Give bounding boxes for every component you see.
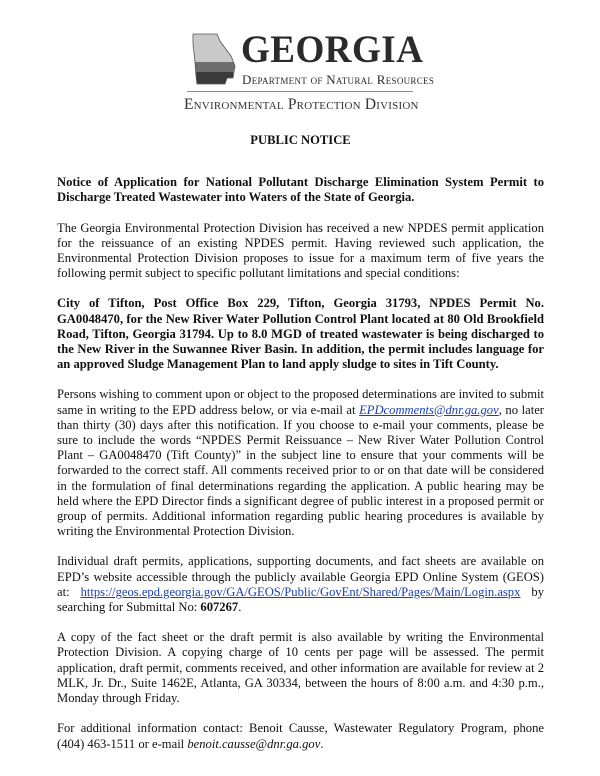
notice-subject: Notice of Application for National Pollutant Discharge Elimination System Permit to Discharge Treated Wastewater into Waters of the State of Georgia. <box>57 175 544 205</box>
comments-text-1: Persons wishing to comment upon or object to the proposed determinations are invited to submit same in writing to the EPD address below, or via e-mail at <box>57 387 544 417</box>
contact-paragraph <box>57 721 544 751</box>
permit-details-paragraph: City of Tifton, Post Office Box 229, Tifton, Georgia 31793, NPDES Permit No. GA0048470, for the New River Water Pollution Control Plant located at 80 Old Brookfield Road, Tifton, Georgia 31794. Up to 8.0 MGD of treated wastewater is being discharged to the New River in the Suwannee River Basin. In addition, the permit includes language for an approved Sludge Management Plan to land apply sludge to sites in Tift County. <box>57 296 544 372</box>
notice-title: PUBLIC NOTICE <box>250 133 351 147</box>
header-divider <box>187 91 413 92</box>
drafts-paragraph <box>57 554 544 615</box>
contact-email[interactable]: benoit.causse@dnr.ga.gov <box>187 736 321 751</box>
intro-paragraph: The Georgia Environmental Protection Division has received a new NPDES permit application for the reissuance of an existing NPDES permit. Having reviewed such application, the Environmental Protection Division proposes to issue for a maximum term of five years the following permit subject to specific pollutant limitations and special conditions: <box>57 220 544 281</box>
geos-url-link[interactable]: https://geos.epd.georgia.gov/GA/GEOS/Public/GovEnt/Shared/Pages/Main/Login.aspx <box>80 584 521 599</box>
org-name: GEORGIA <box>241 28 424 71</box>
department-name: Department of Natural Resources <box>242 72 435 87</box>
drafts-text-end: . <box>238 600 242 615</box>
comments-text-2: , no later than thirty (30) days after this notification. If you choose to e-mail your comments, please be sure to include the words “NPDES Permit Reissuance – New River Water Pollution Control Plant – GA0048470 (Tift County)” in the subject line to ensure that your comments will be forwarded to the correct staff. All comments received prior to or on that date will be considered in the formulation of final determinations regarding the application. A public hearing may be held where the EPD Director finds a significant degree of public interest in a proposed permit or group of permits. Additional information regarding public hearing procedures is available by writing the Environmental Protection Division. <box>57 402 544 539</box>
division-name: Environmental Protection Division <box>184 96 419 113</box>
letterhead <box>0 28 600 118</box>
copy-info-paragraph: A copy of the fact sheet or the draft permit is also available by writing the Environmental Protection Division. A copying charge of 10 cents per page will be assessed. The permit application, draft permit, comments received, and other information are available for review at 2 MLK, Jr. Dr., Suite 1462E, Atlanta, GA 30334, between the hours of 8:00 a.m. and 4:30 p.m., Monday through Friday. <box>57 630 544 706</box>
contact-text: For additional information contact: Benoit Causse, Wastewater Regulatory Program, phone (404) 463-1511 or e-mail <box>57 721 544 751</box>
comments-paragraph <box>57 387 544 539</box>
drafts-text-2: by searching for Submittal No: <box>57 584 544 615</box>
epd-comments-email-link[interactable]: EPDcomments@dnr.ga.gov <box>359 402 499 417</box>
notice-body <box>57 133 544 767</box>
submittal-number: 607267 <box>200 600 239 615</box>
contact-text-end: . <box>320 736 324 751</box>
drafts-text-1: Individual draft permits, applications, supporting documents, and fact sheets are available on EPD’s website accessible through the publicly available Georgia EPD Online System (GEOS) at: <box>57 554 544 599</box>
georgia-state-map-icon <box>187 32 237 86</box>
